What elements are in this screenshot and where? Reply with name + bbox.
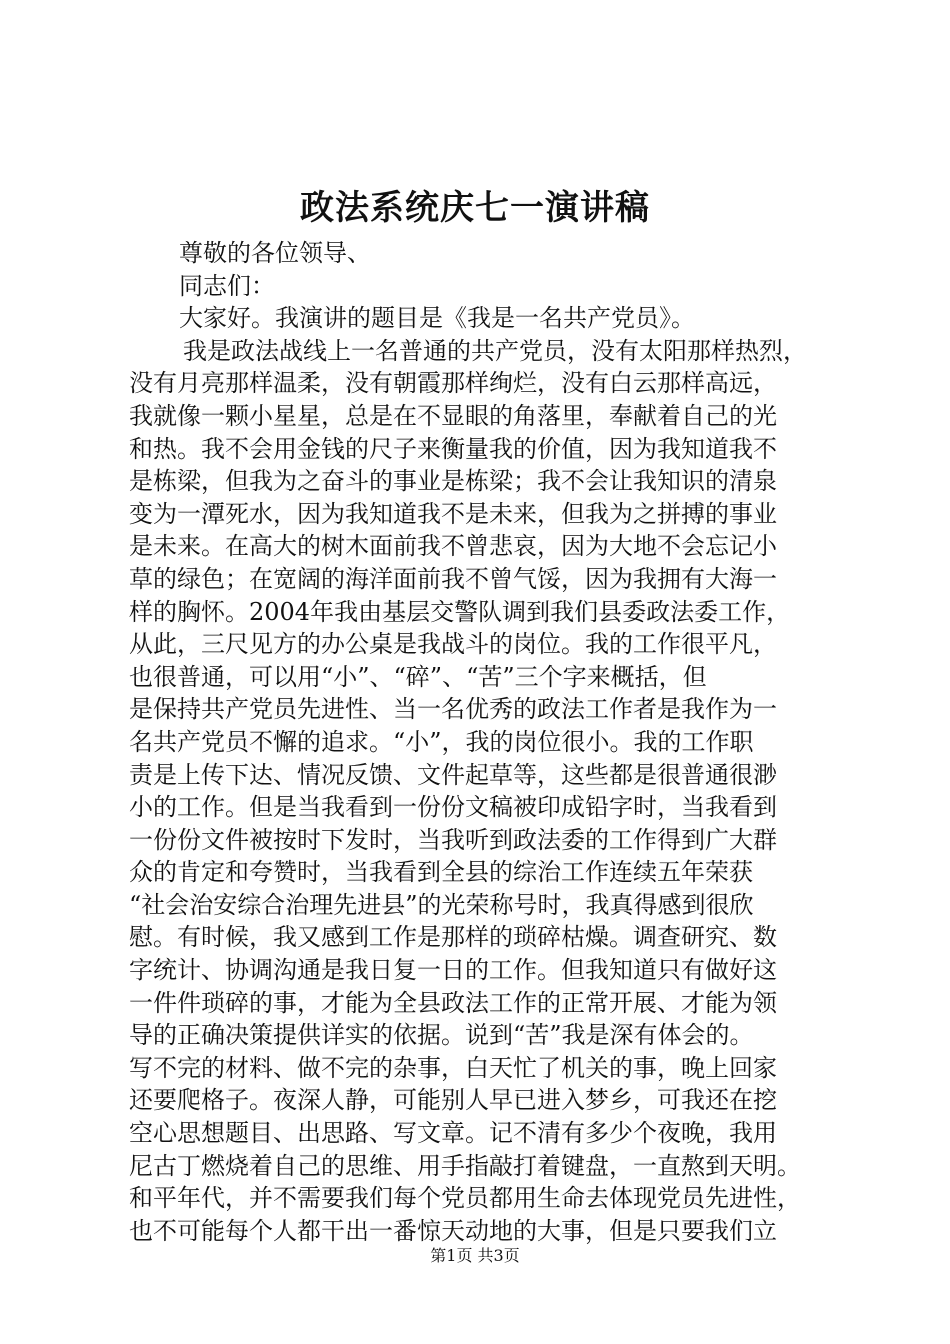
paragraph	[129, 335, 849, 1248]
document-title: 政法系统庆七一演讲稿	[300, 188, 650, 228]
paragraph-line: 责是上传下达、情况反馈、文件起草等，这些都是很普通很渺	[129, 760, 777, 789]
salutation-line: 同志们：	[179, 271, 275, 300]
paragraph-line: 一份份文件被按时下发时，当我听到政法委的工作得到广大群	[129, 825, 777, 854]
paragraph-line: 从此，三尺见方的办公桌是我战斗的岗位。我的工作很平凡，	[129, 630, 777, 659]
paragraph-line: 我就像一颗小星星，总是在不显眼的角落里，奉献着自己的光	[129, 401, 777, 430]
page-footer: 第1页 共3页	[430, 1246, 520, 1265]
paragraph-line: 小的工作。但是当我看到一份份文稿被印成铅字时，当我看到	[129, 793, 777, 822]
paragraph-line: 名共产党员不懈的追求。“小”，我的岗位很小。我的工作职	[129, 727, 754, 756]
paragraph-line: 和平年代，并不需要我们每个党员都用生命去体现党员先进性，	[129, 1184, 801, 1213]
paragraph-line: 没有月亮那样温柔，没有朝霞那样绚烂，没有白云那样高远，	[129, 369, 777, 398]
paragraph-line: 也不可能每个人都干出一番惊天动地的大事，但是只要我们立	[129, 1216, 777, 1245]
paragraph-line: 写不完的材料、做不完的杂事，白天忙了机关的事，晚上回家	[129, 1053, 777, 1082]
paragraph-line: 还要爬格子。夜深人静，可能别人早已进入梦乡，可我还在挖	[129, 1086, 777, 1115]
paragraph-line: 草的绿色；在宽阔的海洋面前我不曾气馁，因为我拥有大海一	[129, 564, 777, 593]
paragraph-line: 慰。有时候，我又感到工作是那样的琐碎枯燥。调查研究、数	[129, 923, 777, 952]
paragraph-line: 和热。我不会用金钱的尺子来衡量我的价值，因为我知道我不	[129, 434, 777, 463]
document-body	[129, 237, 849, 1247]
paragraph-line: 是保持共产党员先进性、当一名优秀的政法工作者是我作为一	[129, 695, 777, 724]
paragraph-line: 我是政法战线上一名普通的共产党员，没有太阳那样热烈，	[183, 336, 807, 365]
paragraph-line: 是未来。在高大的树木面前我不曾悲哀，因为大地不会忘记小	[129, 532, 777, 561]
paragraph-line: 空心思想题目、出思路、写文章。记不清有多少个夜晚，我用	[129, 1119, 777, 1148]
paragraph-line: 也很普通，可以用“小”、“碎”、“苦”三个字来概括，但	[129, 662, 707, 691]
paragraph-line: 是栋梁，但我为之奋斗的事业是栋梁；我不会让我知识的清泉	[129, 467, 777, 496]
paragraph-line: 字统计、协调沟通是我日复一日的工作。但我知道只有做好这	[129, 956, 777, 985]
paragraph-line: 尼古丁燃烧着自己的思维、用手指敲打着键盘，一直熬到天明。	[129, 1151, 801, 1180]
paragraph-line: 众的肯定和夸赞时，当我看到全县的综治工作连续五年荣获	[129, 858, 753, 887]
salutation-line: 尊敬的各位领导、	[179, 239, 371, 267]
paragraph-line: “社会治安综合治理先进县”的光荣称号时，我真得感到很欣	[129, 890, 754, 919]
paragraph-line: 一件件琐碎的事，才能为全县政法工作的正常开展、才能为领	[129, 988, 777, 1017]
paragraph-line: 变为一潭死水，因为我知道我不是未来，但我为之拼搏的事业	[129, 499, 777, 528]
paragraph-line: 导的正确决策提供详实的依据。说到“苦”我是深有体会的。	[129, 1021, 754, 1050]
greeting-line: 大家好。我演讲的题目是《我是一名共产党员》。	[179, 304, 695, 333]
paragraph-line: 样的胸怀。2004年我由基层交警队调到我们县委政法委工作，	[129, 597, 791, 626]
